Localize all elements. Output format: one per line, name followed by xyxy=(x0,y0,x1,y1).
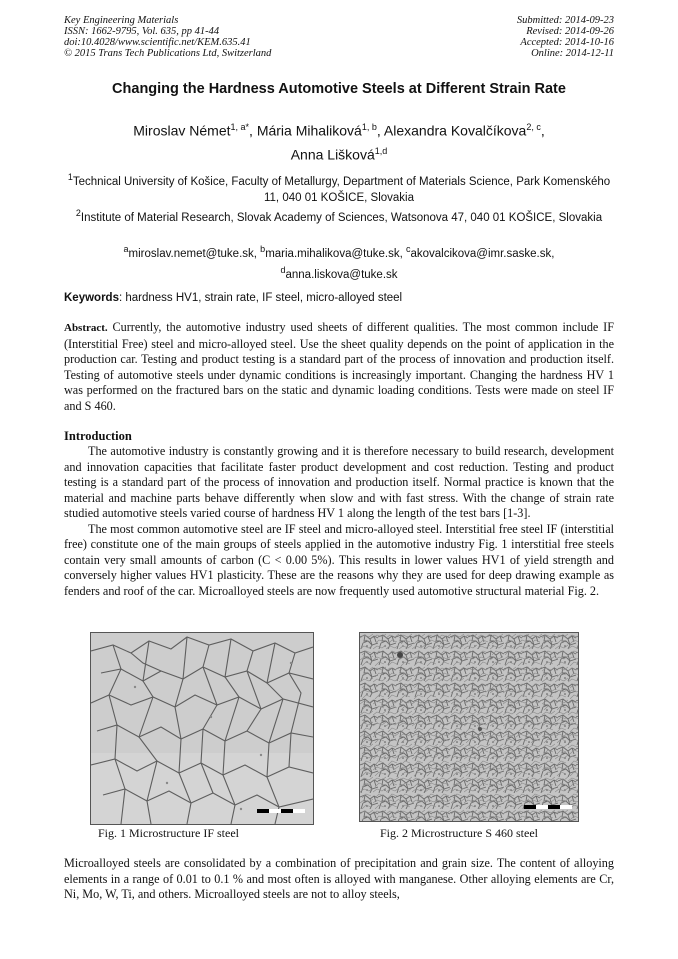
affiliation-2 xyxy=(64,205,614,226)
affiliation-text: Institute of Material Research, Slovak Academy of Sciences, Watsonova 47, 040 01 KOŠICE, Slovakia xyxy=(80,211,603,224)
email-sup: c xyxy=(405,244,411,254)
micrograph-s460-steel xyxy=(360,633,578,821)
date-submitted: Submitted: 2014-09-23 xyxy=(516,15,614,26)
author-sup: 1, b xyxy=(361,122,377,132)
date-accepted: Accepted: 2014-10-16 xyxy=(520,37,614,48)
affiliation-sup: 2 xyxy=(75,208,81,218)
keywords-text: : hardness HV1, strain rate, IF steel, micro-alloyed steel xyxy=(118,292,403,304)
keywords xyxy=(64,292,614,304)
author-name: Mária Mihaliková xyxy=(256,122,362,139)
email-link[interactable]: maria.mihalikova@tuke.sk xyxy=(265,247,400,260)
affiliation-1 xyxy=(64,169,614,206)
introduction-body xyxy=(64,444,614,599)
email-list: $^a$miroslav.nemet@tuke.sk, $^b$maria.mihalikova@tuke.sk, $^c$akovalcikova@imr.saske.sk, $^d$anna.liskova@tuke.sk xyxy=(123,244,555,281)
submission-dates xyxy=(517,15,614,59)
journal-copyright: © 2015 Trans Tech Publications Ltd, Switzerland xyxy=(64,48,272,59)
figure-caption-1: Fig. 1 Microstructure IF steel xyxy=(98,826,239,840)
micrograph-if-steel xyxy=(91,633,313,824)
email-link[interactable]: miroslav.nemet@tuke.sk xyxy=(128,247,254,260)
author-name: Anna Lišková xyxy=(290,146,375,163)
figure-s460-micrograph xyxy=(359,632,579,822)
email-sup: a xyxy=(123,244,129,254)
email-sup: b xyxy=(260,244,266,254)
section-heading-introduction: Introduction xyxy=(64,429,132,443)
paragraph: The most common automotive steel are IF steel and micro-alloyed steel. Interstitial free steel IF (interstitial free) constitute one of the main groups of steels applied in the automotive industry Fig. 1 interstitial free steels contain very small amounts of carbon (C < 0.00 5%). This results in lower values HV1 of yield strength and conversely higher values HV1 plasticity. These are the reasons why they are used for deep drawing example as fenders and roof of the car. Microalloyed steels are now frequently used automotive structural material Fig. 2. xyxy=(64,521,614,598)
email-link[interactable]: akovalcikova@imr.saske.sk xyxy=(410,247,552,260)
journal-issn: ISSN: 1662-9795, Vol. 635, pp 41-44 xyxy=(64,26,220,37)
affiliation-text: Technical University of Košice, Faculty of Metallurgy, Department of Materials Science, Park Komenského 11, 040 01 KOŠICE, Slovakia xyxy=(72,175,611,204)
abstract-label: Abstract. xyxy=(64,322,108,334)
figure-caption-2: Fig. 2 Microstructure S 460 steel xyxy=(380,826,538,840)
keywords-label: Keywords xyxy=(64,292,119,304)
date-revised: Revised: 2014-09-26 xyxy=(526,26,614,37)
author-sup: 1,d xyxy=(374,145,388,156)
abstract xyxy=(64,320,614,414)
paragraph: The automotive industry is constantly growing and it is therefore necessary to build research, development and innovation capacities that facilitate faster product development and cost reduction. Testing and product testing is a standard part of the process of innovation and production itself. Normal practice is known that the material and machine parts behave differently when slow and with fast stress. With the change of strain rate studied automotive steels varied course of hardness HV 1 along the length of the test bars [1-3]. xyxy=(64,444,614,520)
email-sup: d xyxy=(280,264,286,275)
email-link[interactable]: anna.liskova@tuke.sk xyxy=(285,268,398,281)
abstract-text: Currently, the automotive industry used sheets of different qualities. The most common include IF (Interstitial Free) steel and micro-alloyed steel. Use the sheet quality depends on the point of application in the production car. Testing and product testing is a standard part of the process of innovation and production itself. Testing of automotive steels under dynamic conditions is increasingly important. Changing the hardness HV 1 was performed on the fractured bars on the static and dynamic loading conditions. Tests were made on steel IF and S 460. xyxy=(64,320,614,413)
journal-doi: doi:10.4028/www.scientific.net/KEM.635.41 xyxy=(64,37,251,48)
journal-info xyxy=(64,15,271,59)
scale-bar xyxy=(257,809,305,813)
scale-bar xyxy=(524,805,572,809)
author-list: Miroslav Német$^{1, a*}$, Mária Mihaliková$^{1, b}$, Alexandra Kovalčíkova$^{2, c}$, Anna Lišková$^{1,d}$ xyxy=(133,122,545,163)
journal-name: Key Engineering Materials xyxy=(64,15,179,26)
affiliation-sup: 1 xyxy=(67,172,73,182)
date-online: Online: 2014-12-11 xyxy=(531,48,614,59)
author-sup: 2, c xyxy=(526,122,541,132)
author-sup: 1, a* xyxy=(230,122,250,132)
author-name: Alexandra Kovalčíkova xyxy=(383,122,527,139)
author-name: Miroslav Német xyxy=(133,122,231,139)
closing-paragraph: Microalloyed steels are consolidated by a combination of precipitation and grain size. The content of alloying elements in a range of 0.01 to 0.1 % and most often is alloyed with manganese. Other alloying elements are Cr, Ni, Mo, W, Ti, and others. Microalloyed steels are not to alloy steels, xyxy=(64,856,614,901)
figure-if-steel-micrograph xyxy=(90,632,314,825)
paper-title: Changing the Hardness Automotive Steels at Different Strain Rate xyxy=(112,81,566,97)
